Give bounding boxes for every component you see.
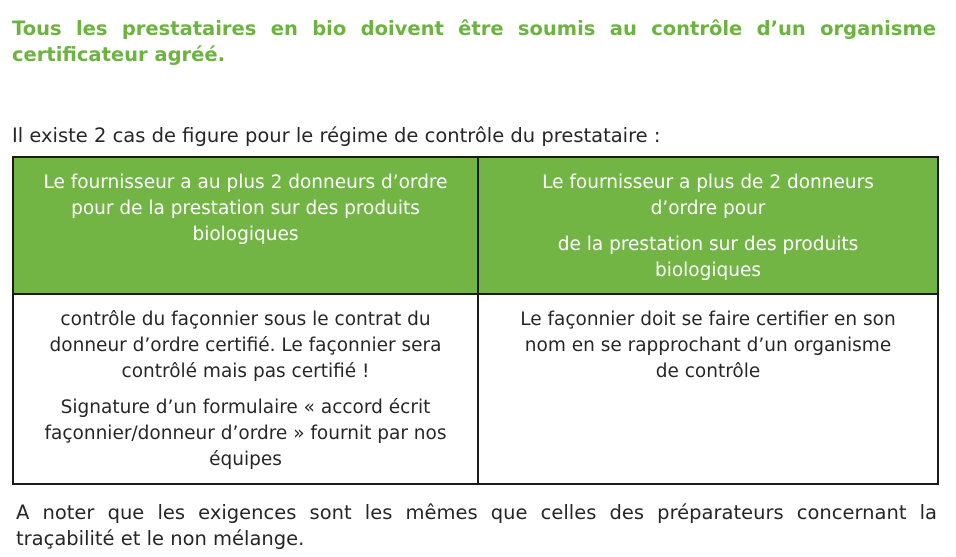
header-case-2-text-line-1: Le fournisseur a plus de 2 donneurs d’ordre pour <box>542 172 874 219</box>
intro-heading: Tous les prestataires en bio doivent être soumis au contrôle d’un organisme certificateur agréé. <box>12 17 936 66</box>
header-cell-case-1 <box>13 157 478 294</box>
body-case-1-paragraph-2: Signature d’un formulaire « accord écrit façonnier/donneur d’ordre » fournit par nos équipes <box>44 397 447 470</box>
table-header-row <box>13 157 938 294</box>
lead-text: Il existe 2 cas de figure pour le régime de contrôle du prestataire : <box>12 124 661 147</box>
body-cell-case-2 <box>478 294 938 484</box>
body-cell-case-1 <box>13 294 478 484</box>
cases-table <box>12 156 939 485</box>
header-case-2-text-line-2: de la prestation sur des produits biologiques <box>557 234 859 281</box>
table-body-row <box>13 294 938 484</box>
body-case-2-paragraph-1: Le façonnier doit se faire certifier en son nom en se rapprochant d’un organisme de contrôle <box>520 309 896 382</box>
header-case-1-text: Le fournisseur a au plus 2 donneurs d’ordre pour de la prestation sur des produits biologiques <box>43 172 448 245</box>
closing-note: A noter que les exigences sont les mêmes que celles des préparateurs concernant la traçabilité et le non mélange. <box>16 501 937 550</box>
header-cell-case-2 <box>478 157 938 294</box>
body-case-1-paragraph-1: contrôle du façonnier sous le contrat du donneur d’ordre certifié. Le façonnier sera contrôlé mais pas certifié ! <box>49 309 442 382</box>
